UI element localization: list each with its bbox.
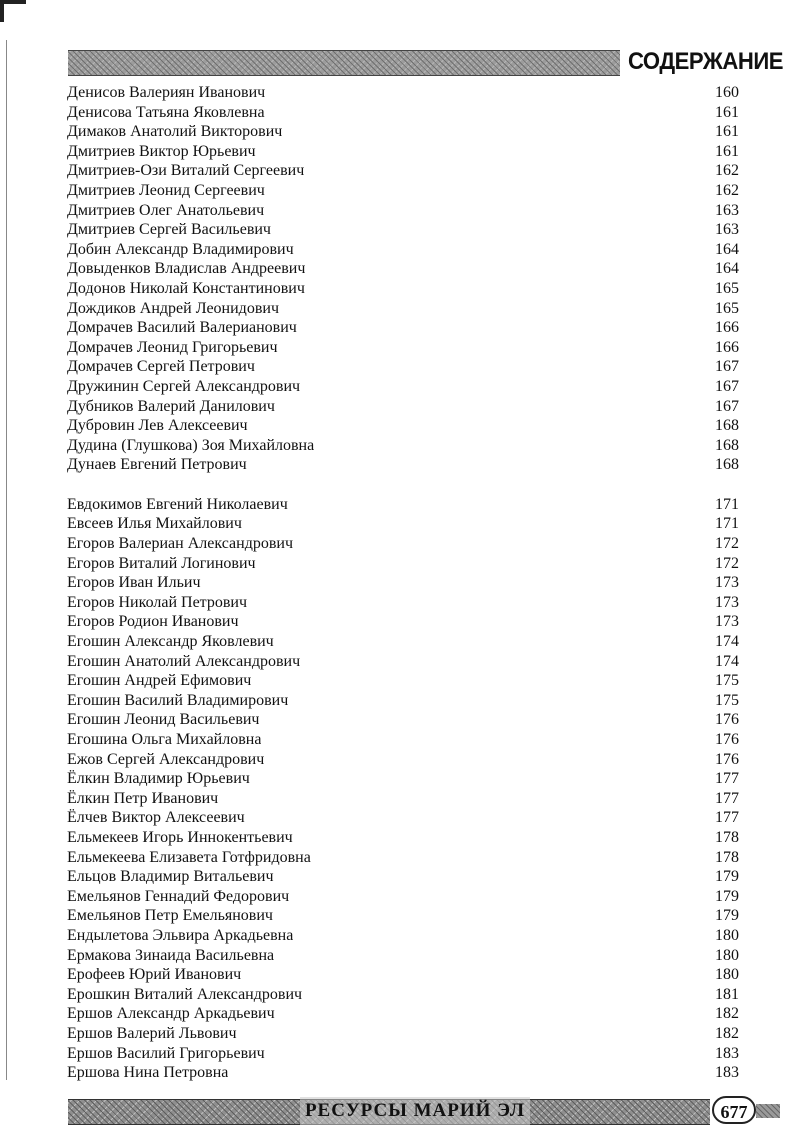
entry-page-number: 160: [715, 84, 739, 101]
entry-page-number: 164: [715, 240, 739, 258]
entry-page-number: 167: [715, 397, 739, 415]
toc-entry: [67, 318, 739, 338]
toc-entry: [67, 573, 739, 593]
toc-entry: [67, 436, 739, 456]
toc-entry: [67, 397, 739, 417]
entry-name: Дмитриев Олег Анатольевич: [67, 201, 265, 219]
entry-name: Ершов Василий Григорьевич: [67, 1044, 265, 1062]
entry-name: Егошин Василий Владимирович: [67, 691, 289, 709]
entry-name: Евсеев Илья Михайлович: [67, 515, 242, 533]
entry-page-number: 161: [715, 103, 739, 121]
entry-page-number: 173: [715, 574, 739, 592]
entry-name: Егошин Анатолий Александрович: [67, 652, 301, 670]
page-number: 677: [712, 1096, 756, 1124]
entry-page-number: 164: [715, 260, 739, 278]
entry-page-number: 183: [715, 1044, 739, 1062]
toc-entry: [67, 985, 739, 1005]
toc-entry: [67, 220, 739, 240]
entry-name: Дубников Валерий Данилович: [67, 397, 275, 415]
entry-name: Дунаев Евгений Петрович: [67, 456, 247, 474]
entry-page-number: 174: [715, 652, 739, 670]
entry-name: Ельмекеев Игорь Иннокентьевич: [67, 828, 293, 846]
entry-page-number: 180: [715, 926, 739, 944]
entry-name: Дмитриев Сергей Васильевич: [67, 221, 271, 239]
entry-name: Егоров Валериан Александрович: [67, 535, 293, 553]
entry-page-number: 172: [715, 554, 739, 572]
entry-name: Ершов Валерий Львович: [67, 1024, 237, 1042]
entry-name: Ерофеев Юрий Иванович: [67, 966, 242, 984]
toc-entry: [67, 946, 739, 966]
toc-group-d: [67, 83, 739, 475]
toc-entry: [67, 867, 739, 887]
entry-name: Ершова Нина Петровна: [67, 1064, 229, 1082]
entry-page-number: 180: [715, 966, 739, 984]
toc-entry: [67, 1044, 739, 1064]
toc-entry: [67, 554, 739, 574]
toc-entry: [67, 1063, 739, 1083]
entry-name: Егошин Леонид Васильевич: [67, 711, 260, 729]
toc-entry: [67, 279, 739, 299]
entry-page-number: 176: [715, 711, 739, 729]
entry-page-number: 161: [715, 142, 739, 160]
entry-name: Довыденков Владислав Андреевич: [67, 260, 306, 278]
toc-entry: [67, 926, 739, 946]
entry-page-number: 175: [715, 672, 739, 690]
table-of-contents: [67, 83, 739, 1083]
corner-crop-mark: [0, 0, 26, 22]
entry-name: Егошин Александр Яковлевич: [67, 633, 274, 651]
entry-name: Ершов Александр Аркадьевич: [67, 1005, 275, 1023]
toc-entry: [67, 1024, 739, 1044]
toc-entry: [67, 377, 739, 397]
entry-page-number: 165: [715, 279, 739, 297]
entry-page-number: 182: [715, 1024, 739, 1042]
toc-entry: [67, 691, 739, 711]
toc-entry: [67, 906, 739, 926]
entry-name: Егошина Ольга Михайловна: [67, 731, 262, 748]
entry-name: Ёлчев Виктор Алексеевич: [67, 809, 245, 827]
entry-page-number: 174: [715, 633, 739, 651]
toc-entry: [67, 299, 739, 319]
entry-name: Ерошкин Виталий Александрович: [67, 985, 303, 1003]
toc-entry: [67, 632, 739, 652]
entry-page-number: 168: [715, 417, 739, 435]
entry-page-number: 167: [715, 358, 739, 376]
entry-name: Дудина (Глушкова) Зоя Михайловна: [67, 436, 315, 454]
toc-entry: [67, 338, 739, 358]
entry-page-number: 178: [715, 848, 739, 866]
entry-page-number: 179: [715, 907, 739, 925]
entry-page-number: 183: [715, 1064, 739, 1082]
entry-name: Евдокимов Евгений Николаевич: [67, 495, 288, 513]
entry-name: Дмитриев Виктор Юрьевич: [67, 142, 256, 160]
entry-name: Домрачев Сергей Петрович: [67, 358, 255, 376]
entry-page-number: 171: [715, 515, 739, 533]
toc-entry: [67, 652, 739, 672]
entry-page-number: 176: [715, 731, 739, 748]
entry-name: Егоров Николай Петрович: [67, 593, 248, 611]
toc-entry: [67, 710, 739, 730]
toc-entry: [67, 750, 739, 770]
toc-entry: [67, 612, 739, 632]
entry-page-number: 168: [715, 436, 739, 454]
entry-name: Домрачев Василий Валерианович: [67, 319, 297, 337]
header-decorative-band: [68, 50, 620, 76]
entry-page-number: 181: [715, 985, 739, 1003]
entry-page-number: 179: [715, 868, 739, 886]
entry-name: Ермакова Зинаида Васильевна: [67, 946, 275, 964]
toc-entry: [67, 122, 739, 142]
toc-entry: [67, 671, 739, 691]
entry-name: Ельцов Владимир Витальевич: [67, 868, 274, 886]
entry-page-number: 178: [715, 828, 739, 846]
toc-entry: [67, 455, 739, 475]
entry-page-number: 168: [715, 456, 739, 474]
entry-page-number: 162: [715, 162, 739, 180]
entry-page-number: 173: [715, 613, 739, 631]
toc-entry: [67, 1004, 739, 1024]
toc-entry: [67, 808, 739, 828]
entry-page-number: 182: [715, 1005, 739, 1023]
entry-name: Ёлкин Петр Иванович: [67, 789, 219, 807]
entry-page-number: 163: [715, 221, 739, 239]
entry-name: Егоров Родион Иванович: [67, 613, 239, 631]
toc-group-e: [67, 495, 739, 1083]
entry-name: Дождиков Андрей Леонидович: [67, 299, 279, 317]
footer-decorative-tail: [756, 1104, 780, 1118]
entry-name: Егошин Андрей Ефимович: [67, 672, 252, 690]
entry-page-number: 165: [715, 299, 739, 317]
toc-entry: [67, 201, 739, 221]
entry-name: Егоров Виталий Логинович: [67, 554, 256, 572]
entry-name: Ежов Сергей Александрович: [67, 750, 265, 768]
entry-name: Дружинин Сергей Александрович: [67, 377, 301, 395]
toc-entry: [67, 103, 739, 123]
entry-page-number: 177: [715, 809, 739, 827]
entry-name: Дмитриев Леонид Сергеевич: [67, 181, 265, 199]
toc-entry: [67, 142, 739, 162]
toc-entry: [67, 534, 739, 554]
entry-page-number: 167: [715, 377, 739, 395]
footer-title: РЕСУРСЫ МАРИЙ ЭЛ: [300, 1097, 530, 1125]
toc-entry: [67, 83, 739, 103]
toc-entry: [67, 769, 739, 789]
toc-entry: [67, 259, 739, 279]
toc-entry: [67, 514, 739, 534]
entry-name: Егоров Иван Ильич: [67, 574, 201, 592]
group-spacer: [67, 475, 739, 495]
entry-name: Ёлкин Владимир Юрьевич: [67, 770, 250, 788]
entry-name: Дмитриев-Ози Виталий Сергеевич: [67, 162, 305, 180]
entry-name: Емельянов Геннадий Федорович: [67, 887, 290, 905]
entry-page-number: 177: [715, 789, 739, 807]
entry-name: Домрачев Леонид Григорьевич: [67, 338, 278, 356]
entry-name: Денисова Татьяна Яковлевна: [67, 103, 265, 121]
toc-entry: [67, 887, 739, 907]
entry-page-number: 161: [715, 123, 739, 141]
toc-entry: [67, 965, 739, 985]
entry-page-number: 179: [715, 887, 739, 905]
entry-page-number: 166: [715, 319, 739, 337]
entry-page-number: 162: [715, 181, 739, 199]
entry-page-number: 176: [715, 750, 739, 768]
entry-page-number: 175: [715, 691, 739, 709]
entry-name: Додонов Николай Константинович: [67, 279, 305, 297]
toc-entry: [67, 495, 739, 515]
section-title: СОДЕРЖАНИЕ: [628, 48, 784, 75]
toc-entry: [67, 240, 739, 260]
entry-name: Димаков Анатолий Викторович: [67, 123, 283, 141]
entry-page-number: 180: [715, 946, 739, 964]
toc-entry: [67, 181, 739, 201]
toc-entry: [67, 593, 739, 613]
entry-name: Добин Александр Владимирович: [67, 240, 294, 258]
entry-page-number: 172: [715, 535, 739, 553]
toc-entry: [67, 828, 739, 848]
entry-page-number: 171: [715, 495, 739, 513]
entry-page-number: 173: [715, 593, 739, 611]
entry-name: Денисов Валериян Иванович: [67, 84, 266, 101]
entry-page-number: 166: [715, 338, 739, 356]
toc-entry: [67, 789, 739, 809]
entry-name: Дубровин Лев Алексеевич: [67, 417, 248, 435]
entry-page-number: 177: [715, 770, 739, 788]
page-edge-line: [6, 40, 7, 1080]
toc-entry: [67, 416, 739, 436]
toc-entry: [67, 848, 739, 868]
entry-name: Ендылетова Эльвира Аркадьевна: [67, 926, 294, 944]
toc-entry: [67, 730, 739, 750]
entry-name: Ельмекеева Елизавета Готфридовна: [67, 848, 311, 866]
entry-name: Емельянов Петр Емельянович: [67, 907, 273, 925]
toc-entry: [67, 161, 739, 181]
entry-page-number: 163: [715, 201, 739, 219]
toc-entry: [67, 357, 739, 377]
